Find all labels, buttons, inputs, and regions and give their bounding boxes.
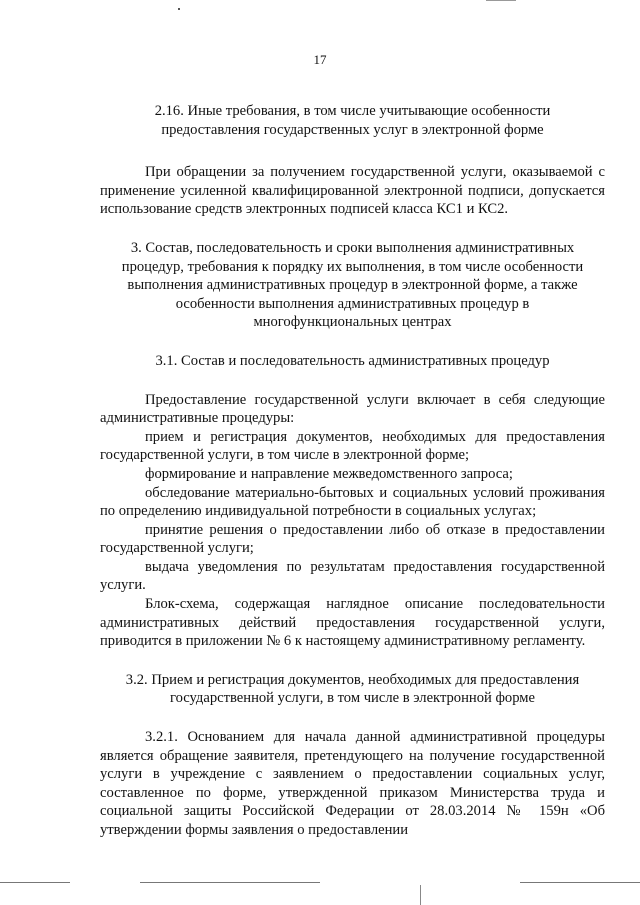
section-2-16-heading: 2.16. Иные требования, в том числе учитывающие особенности предоставления государственных услуг в электронной форме (154, 103, 551, 138)
list-item: выдача уведомления по результатам предоставления государственной услуги. (100, 558, 605, 594)
section-3-1-intro: Предоставление государственной услуги включает в себя следующие административные процедуры: (100, 391, 605, 427)
document-body (100, 102, 605, 840)
scan-line-bottom-left (0, 882, 70, 883)
list-item: формирование и направление межведомственного запроса; (145, 465, 513, 482)
section-2-16-paragraph: При обращении за получением государственной услуги, оказываемой с применение усиленной квалифицированной электронной подписи, допускается использование средств электронных подписей класса КС1 и КС2. (100, 164, 605, 218)
scan-mark-top-right (486, 0, 516, 1)
list-item: прием и регистрация документов, необходимых для предоставления государственной услуги, в том числе в электронной форме; (100, 428, 605, 464)
list-item: принятие решения о предоставлении либо об отказе в предоставлении государственной услуги; (100, 521, 605, 557)
section-3-heading: 3. Состав, последовательность и сроки выполнения административных процедур, требования к порядку их выполнения, в том числе особенности выполнения административных процедур в электронной форме, а также особенности выполнения административных процедур в многофункциональных центрах (121, 239, 584, 331)
scan-line-bottom-right (520, 882, 640, 883)
list-item: обследование материально-бытовых и социальных условий проживания по определению индивидуальной потребности в социальных услугах; (100, 484, 605, 520)
scan-mark-top (178, 8, 180, 10)
block-diagram-note: Блок-схема, содержащая наглядное описание последовательности административных действий предоставления государственной услуги, приводится в приложении № 6 к настоящему административному регламенту. (100, 596, 605, 650)
section-3-2-1-paragraph: 3.2.1. Основанием для начала данной административной процедуры является обращение заявителя, претендующего на получение государственной услуги в учреждение с заявлением о предоставлении социальных услуг, составленное по форме, утвержденной приказом Министерства труда и социальной защиты Российской Федерации от 28.03.2014 № 159н «Об утверждении формы заявления о предоставлении (100, 729, 605, 838)
scan-line-bottom-mid (140, 882, 320, 883)
page-number: 17 (313, 52, 327, 67)
section-3-1-heading: 3.1. Состав и последовательность административных процедур (155, 352, 550, 369)
section-3-2-heading: 3.2. Прием и регистрация документов, необходимых для предоставления государственной услуги, в том числе в электронной форме (125, 671, 580, 707)
scan-mark-bottom (420, 885, 421, 905)
